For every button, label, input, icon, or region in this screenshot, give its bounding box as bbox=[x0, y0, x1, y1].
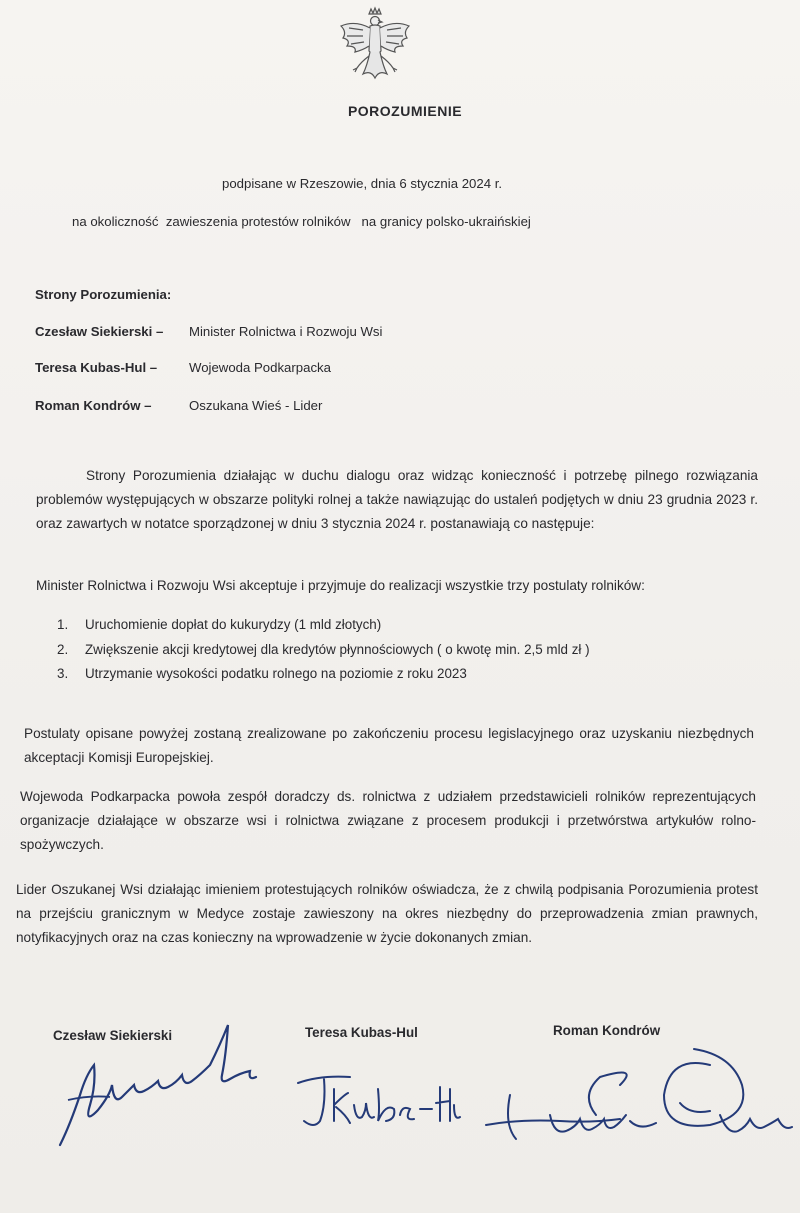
eagle-emblem-icon bbox=[333, 6, 417, 86]
occasion-line: na okoliczność zawieszenia protestów rolników na granicy polsko-ukraińskiej bbox=[72, 214, 531, 229]
party-name-1: Czesław Siekierski – bbox=[35, 324, 164, 339]
intro-text: Strony Porozumienia działając w duchu dialogu oraz widząc konieczność i potrzebę pilnego rozwiązania problemów występujących w obszarze polityki rolnej a także nawiązując do ustaleń podjętych w dniu 23 grudnia 2023 r. oraz zawartych w notatce sporządzonej w dniu 3 stycznia 2024 r. postanawiają co następuje: bbox=[36, 468, 758, 531]
list-item: 1. Uruchomienie dopłat do kukurydzy (1 mld złotych) bbox=[57, 617, 382, 632]
signed-place-date: podpisane w Rzeszowie, dnia 6 stycznia 2024 r. bbox=[222, 176, 503, 191]
minister-statement: Minister Rolnictwa i Rozwoju Wsi akceptuje i przyjmuje do realizacji wszystkie trzy postulaty rolników: bbox=[36, 578, 645, 593]
signature-kondrow bbox=[480, 1035, 800, 1155]
signature-kubas-hul bbox=[290, 1065, 465, 1145]
intro-paragraph bbox=[36, 464, 758, 536]
realization-paragraph: Postulaty opisane powyżej zostaną zrealizowane po zakończeniu procesu legislacyjnego oraz uzyskaniu niezbędnych akceptacji Komisji Europejskiej. bbox=[24, 726, 754, 765]
parties-heading: Strony Porozumienia: bbox=[35, 287, 172, 302]
document-title: POROZUMIENIE bbox=[347, 103, 463, 119]
signature-siekierski bbox=[50, 1015, 270, 1155]
list-item: 3. Utrzymanie wysokości podatku rolnego na poziomie z roku 2023 bbox=[57, 666, 467, 681]
leader-paragraph: Lider Oszukanej Wsi działając imieniem protestujących rolników oświadcza, że z chwilą podpisania Porozumienia protest na przejściu granicznym w Medyce zostaje zawieszony na okres niezbędny do przeprowadzenia zmian prawnych, notyfikacyjnych oraz na czas konieczny na wprowadzenie w życie dokonanych zmian. bbox=[16, 882, 758, 945]
postulates-list bbox=[57, 613, 590, 687]
party-role-1: Minister Rolnictwa i Rozwoju Wsi bbox=[189, 324, 383, 339]
voivode-paragraph: Wojewoda Podkarpacka powoła zespół doradczy ds. rolnictwa z udziałem przedstawicieli rolników reprezentujących organizacje działające w obszarze wsi i rolnictwa związane z procesem produkcji i przetwórstwa artykułów rolno-spożywczych. bbox=[20, 789, 756, 852]
signature-name-1: Czesław Siekierski bbox=[53, 1028, 173, 1043]
signature-name-2: Teresa Kubas-Hul bbox=[305, 1025, 418, 1040]
party-role-2: Wojewoda Podkarpacka bbox=[189, 360, 331, 375]
party-role-3: Oszukana Wieś - Lider bbox=[189, 398, 323, 413]
party-name-3: Roman Kondrów – bbox=[35, 398, 152, 413]
party-name-2: Teresa Kubas-Hul – bbox=[35, 360, 158, 375]
signature-name-3: Roman Kondrów bbox=[553, 1023, 661, 1038]
list-item: 2. Zwiększenie akcji kredytowej dla kredytów płynnościowych ( o kwotę min. 2,5 mld zł ) bbox=[57, 641, 590, 657]
